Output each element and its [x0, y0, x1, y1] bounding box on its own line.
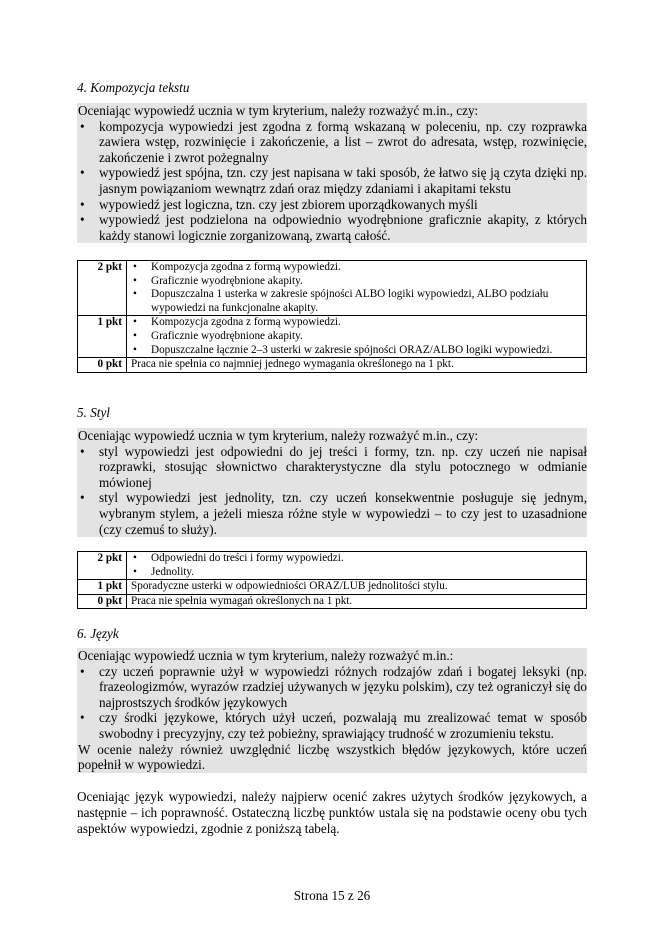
table-row [78, 552, 587, 580]
list-item: • czy uczeń poprawnie użył w wypowiedzi różnych rodzajów zdań i bogatej leksyki (np. frazeologizmów, wyrazów rzadziej używanych w języku polskim), czy też ograniczył się do najprostszych środków językowych [80, 663, 587, 710]
criteria-cell: Praca nie spełnia co najmniej jednego wymagania określonego na 1 pkt. [127, 358, 587, 373]
bullet-icon: • [80, 196, 85, 212]
points-cell: 1 pkt [78, 316, 127, 358]
criteria-cell [127, 552, 587, 580]
section-6-heading: 6. Język [77, 626, 119, 641]
bullet-icon: • [133, 552, 137, 564]
points-cell: 2 pkt [78, 261, 127, 316]
bullet-icon: • [80, 165, 85, 181]
points-cell: 0 pkt [78, 358, 127, 373]
table-row [78, 358, 587, 373]
criteria-cell: Praca nie spełnia wymagań określonych na 1 pkt. [127, 594, 587, 609]
bullet-icon: • [80, 118, 85, 134]
list-item: • wypowiedź jest spójna, tzn. czy jest napisana w taki sposób, że łatwo się ją czyta dzięki np. jasnym powiązaniom wewnątrz zdań oraz między zdaniami i akapitami tekstu [80, 165, 587, 196]
section-4-heading: 4. Kompozycja tekstu [77, 80, 190, 95]
bullet-icon: • [80, 710, 85, 726]
points-cell: 0 pkt [78, 594, 127, 609]
section-6-criteria-box [77, 648, 587, 773]
list-item: • Jednolity. [133, 565, 195, 578]
points-cell: 1 pkt [78, 580, 127, 595]
bullet-icon: • [133, 316, 137, 329]
list-item: • Kompozycja zgodna z formą wypowiedzi. [133, 261, 341, 273]
list-item: • Dopuszczalna 1 usterka w zakresie spójności ALBO logiki wypowiedzi, ALBO podziału wypowiedzi na funkcjonalne akapity. [133, 288, 549, 314]
list-item: • wypowiedź jest podzielona na odpowiednio wyodrębnione graficznie akapity, z których każdy stanowi logicznie zorganizowaną, zwartą całość. [80, 212, 587, 243]
section-5-criteria-box [77, 428, 587, 537]
page-number: Strona 15 z 26 [293, 888, 371, 903]
section-5-heading: 5. Styl [77, 405, 110, 420]
section-6-note: W ocenie należy również uwzględnić liczbę wszystkich błędów językowych, które uczeń popełnił w wypowiedzi. [78, 741, 587, 773]
list-item: • styl wypowiedzi jest odpowiedni do jej treści i formy, tzn. np. czy uczeń nie napisał rozprawki, stosując słownictwo charakterystyczne dla stylu potocznego w odmianie mówionej [80, 443, 587, 490]
section-4-criteria-list [77, 119, 587, 244]
bullet-icon: • [133, 261, 137, 273]
list-item: • Kompozycja zgodna z formą wypowiedzi. [133, 316, 341, 329]
section-5-scoring-table [77, 551, 587, 609]
section-6-intro: Oceniając wypowiedź ucznia w tym kryterium, należy rozważyć m.in.: [78, 648, 454, 663]
criteria-cell [127, 261, 587, 316]
list-item: • Odpowiedni do treści i formy wypowiedzi. [133, 552, 344, 564]
table-row [78, 261, 587, 316]
list-item: • czy środki językowe, których użył uczeń, pozwalają mu zrealizować temat w sposób swobodny i precyzyjny, czy też pobieżny, sprawiający trudność w zrozumieniu tekstu. [80, 710, 587, 741]
bullet-icon: • [133, 565, 137, 578]
list-item: • wypowiedź jest logiczna, tzn. czy jest zbiorem uporządkowanych myśli [80, 196, 478, 212]
section-6-criteria-list [77, 664, 587, 742]
bullet-icon: • [133, 329, 137, 342]
table-row [78, 316, 587, 358]
bullet-icon: • [80, 663, 85, 679]
bullet-icon: • [133, 288, 137, 301]
table-row [78, 594, 587, 609]
criteria-cell: Sporadyczne usterki w odpowiedniości ORAZ/LUB jednolitości stylu. [127, 580, 587, 595]
bullet-icon: • [80, 443, 85, 459]
section-5-criteria-list [77, 444, 587, 538]
bullet-icon: • [80, 212, 85, 228]
section-5-intro: Oceniając wypowiedź ucznia w tym kryterium, należy rozważyć m.in., czy: [78, 428, 479, 443]
bullet-icon: • [133, 343, 137, 356]
bullet-icon: • [80, 490, 85, 506]
section-4-intro: Oceniając wypowiedź ucznia w tym kryterium, należy rozważyć m.in., czy: [78, 103, 479, 118]
list-item: • kompozycja wypowiedzi jest zgodna z formą wskazaną w poleceniu, np. czy rozprawka zawiera wstęp, rozwinięcie i zakończenie, a list – zwrot do adresata, wstęp, rozwinięcie, zakończenie i zwrot pożegnalny [80, 118, 587, 165]
points-cell: 2 pkt [78, 552, 127, 580]
list-item: • Graficznie wyodrębnione akapity. [133, 274, 303, 287]
section-6-closing-paragraph: Oceniając język wypowiedzi, należy najpierw ocenić zakres użytych środków językowych, a następnie – ich poprawność. Ostateczną liczbę punktów ustala się na podstawie oceny obu tych aspektów wypowiedzi, zgodnie z poniższą tabelą. [77, 789, 587, 836]
list-item: • styl wypowiedzi jest jednolity, tzn. czy uczeń konsekwentnie posługuje się jednym, wybranym stylem, a jeżeli miesza różne style w wypowiedzi – to czy jest to uzasadnione (czy czemuś to służy). [80, 490, 587, 537]
table-row [78, 580, 587, 595]
list-item: • Graficznie wyodrębnione akapity. [133, 329, 303, 342]
bullet-icon: • [133, 274, 137, 287]
criteria-cell [127, 316, 587, 358]
list-item: • Dopuszczalne łącznie 2–3 usterki w zakresie spójności ORAZ/ALBO logiki wypowiedzi. [133, 343, 553, 356]
section-4-criteria-box [77, 103, 587, 243]
section-4-scoring-table [77, 260, 587, 373]
